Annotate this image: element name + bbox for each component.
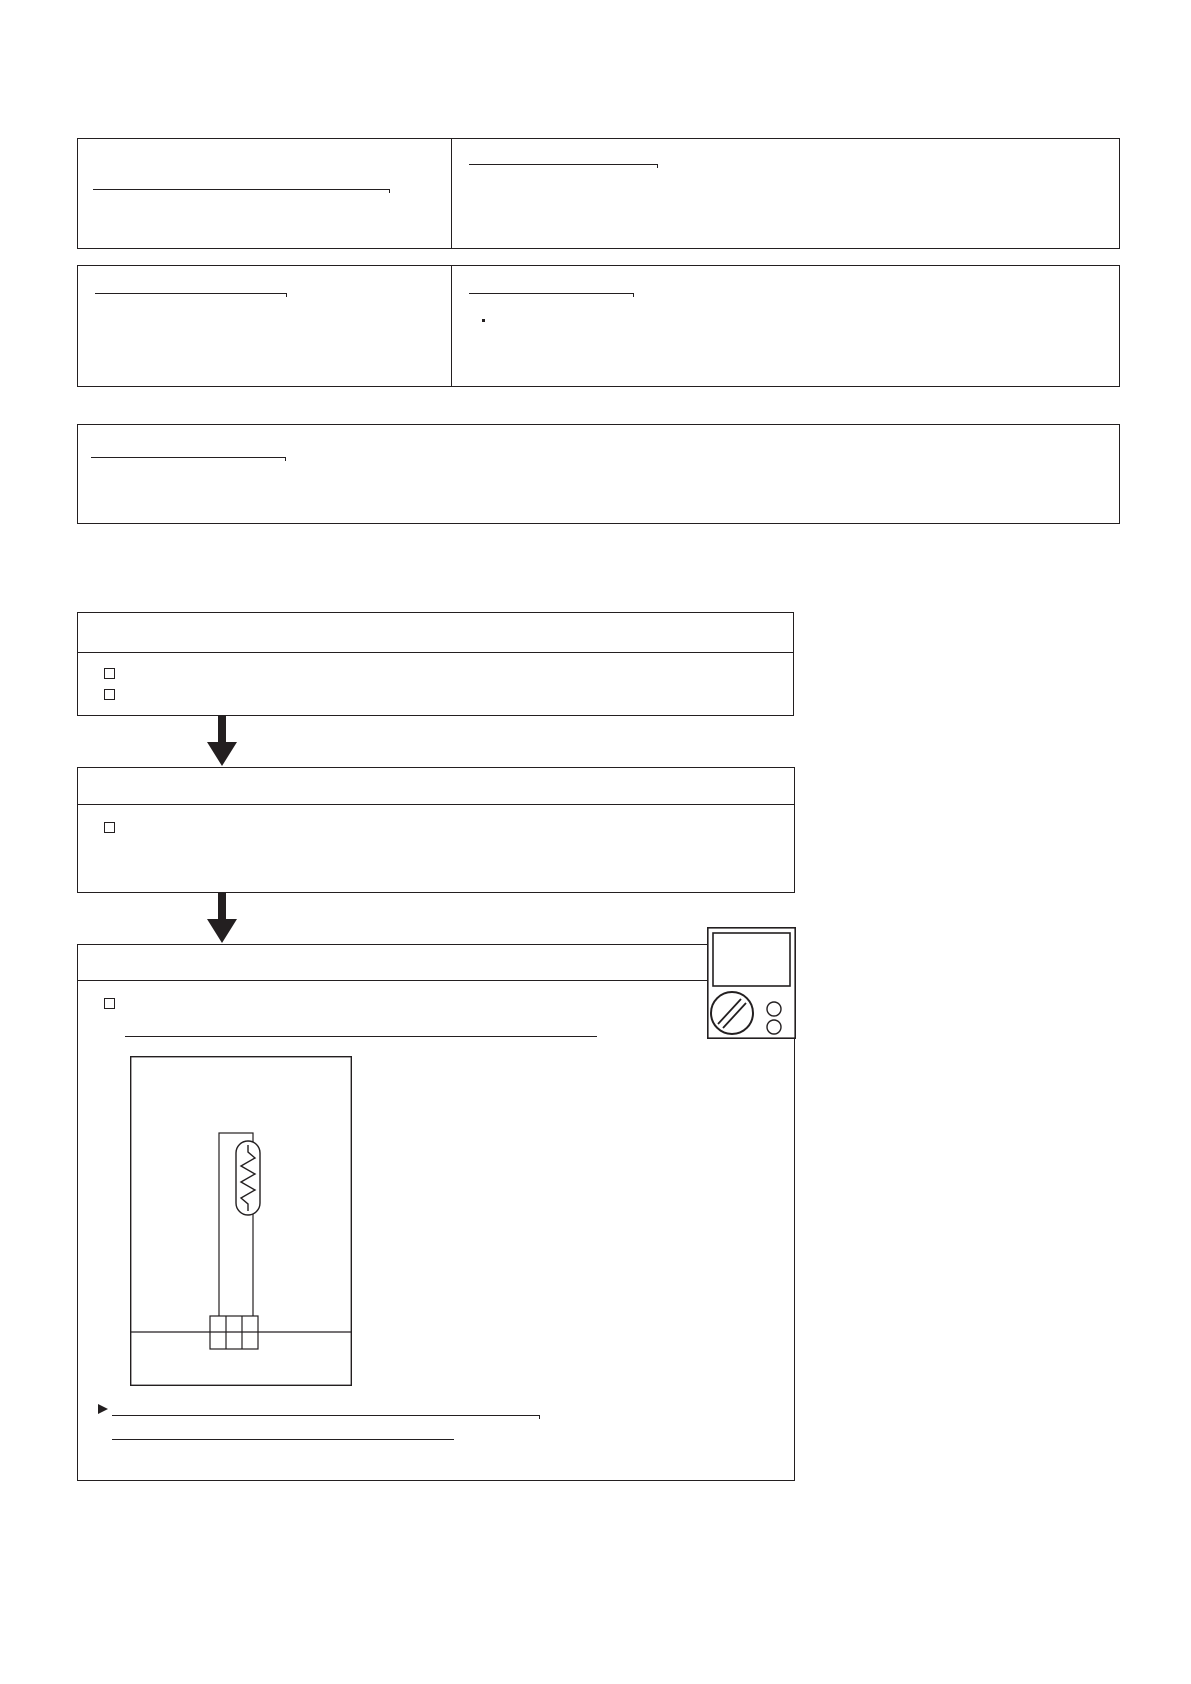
flow-step-3-note-underline-1: [112, 1415, 539, 1416]
info-block-1-left-underline: [93, 189, 389, 190]
info-block-3-underline: [91, 457, 285, 458]
info-block-1-divider: [451, 138, 452, 249]
flow-arrow-2-head: [207, 919, 237, 943]
flow-step-3-link-underline: [125, 1036, 597, 1037]
info-block-2-left-underline: [95, 293, 286, 294]
info-block-1: [77, 138, 1120, 249]
flow-step-1-checkbox-1: [104, 668, 115, 679]
info-block-2: [77, 265, 1120, 387]
info-block-1-right-underline: [469, 164, 657, 165]
info-block-2-bullet-dot: [482, 319, 485, 322]
flow-arrow-1-head: [207, 742, 237, 766]
info-block-2-divider: [451, 265, 452, 387]
flow-step-1-header-rule: [77, 652, 794, 653]
flow-step-2-header-rule: [77, 804, 795, 805]
multimeter-icon: [707, 927, 796, 1039]
flow-arrow-2-shaft: [218, 893, 226, 919]
sensor-connector-diagram: [130, 1056, 352, 1386]
flow-step-3-header-rule: [77, 980, 795, 981]
flow-step-3-note-underline-2: [112, 1439, 454, 1440]
flow-step-2-checkbox-1: [104, 822, 115, 833]
flow-arrow-1-shaft: [218, 716, 226, 742]
info-block-2-right-underline: [469, 293, 633, 294]
flow-step-2: [77, 767, 795, 893]
flow-step-1: [77, 612, 794, 716]
flow-step-3-checkbox-1: [104, 998, 115, 1009]
info-block-3: [77, 424, 1120, 524]
arrow-bullet-icon: [98, 1404, 108, 1414]
flow-step-1-checkbox-2: [104, 689, 115, 700]
